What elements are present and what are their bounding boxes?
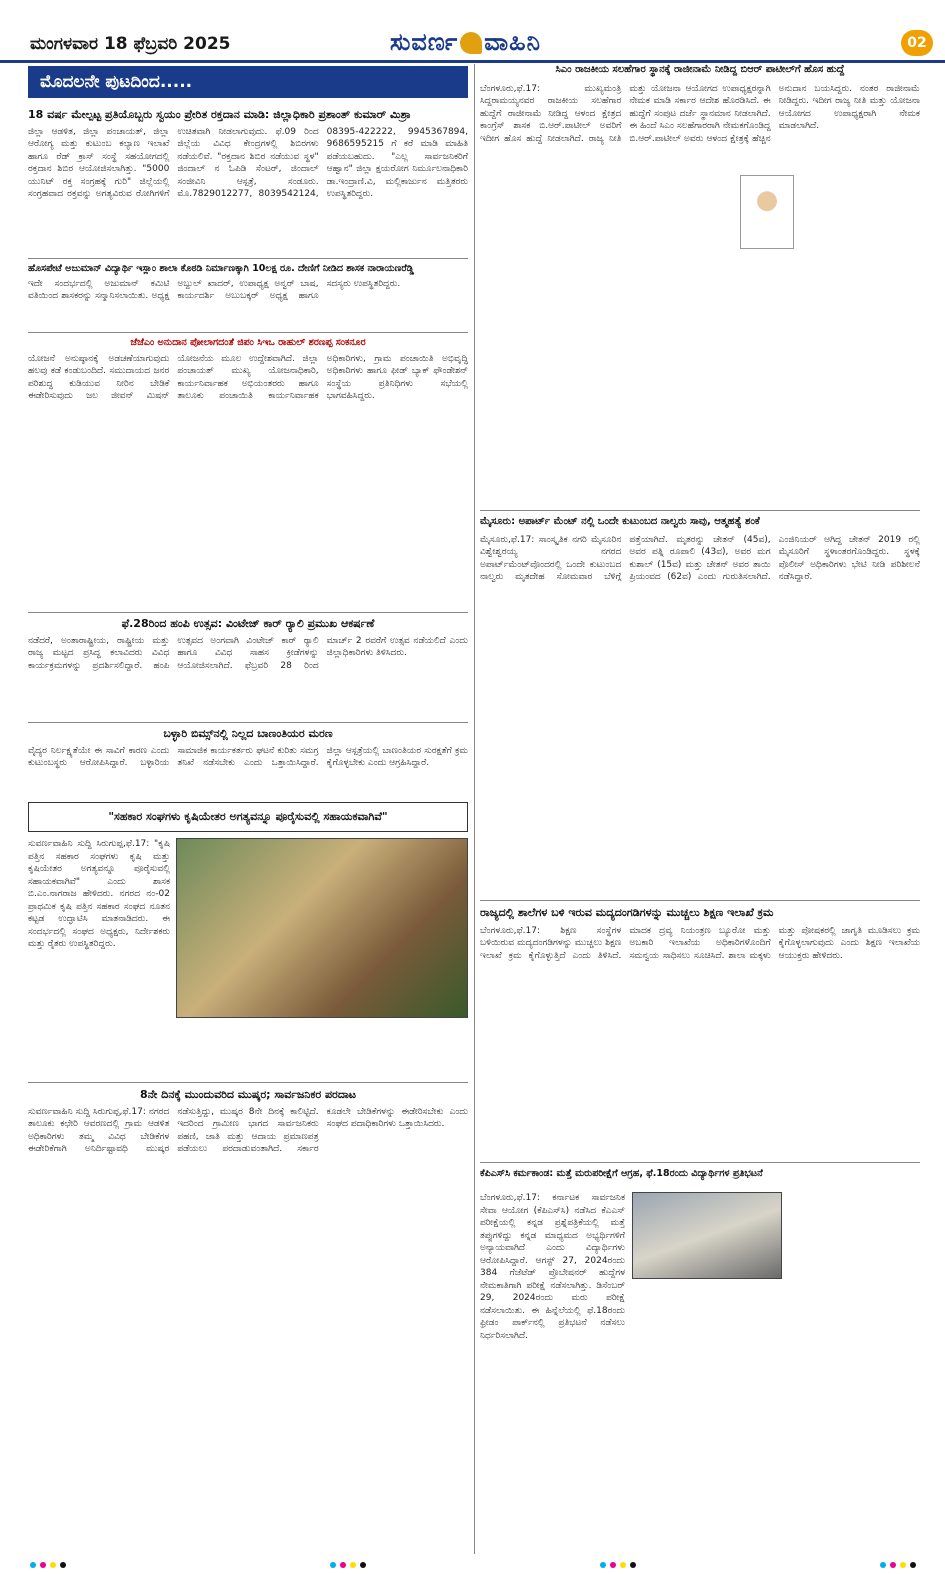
story-mysuru-deaths <box>480 516 920 896</box>
logo-text-right: ವಾಹಿನಿ <box>484 28 541 56</box>
section-label: ಮೊದಲನೇ ಪುಟದಿಂದ..... <box>28 66 468 98</box>
story-body: ಜಿಲ್ಲಾ ಆಡಳಿತ, ಜಿಲ್ಲಾ ಪಂಚಾಯತ್, ಜಿಲ್ಲಾ ಆರೋಗ್ಯ ಮತ್ತು ಕುಟುಂಬ ಕಲ್ಯಾಣ ಇಲಾಖೆ ಹಾಗೂ ರೆಡ್ ಕ್ರಾಸ್ ಸಂಸ್ಥೆ ಸಹಯೋಗದಲ್ಲಿ ರಕ್ತದಾನ ಶಿಬಿರ ಆಯೋಜಿಸಲಾಗಿತ್ತು. "5000 ಯುನಿಟ್ ರಕ್ತ ಸಂಗ್ರಹಕ್ಕೆ ಗುರಿ" ಜಿಲ್ಲೆಯಲ್ಲಿ ಸಂಗ್ರಹವಾದ ರಕ್ತವನ್ನು ಅಗತ್ಯವಿರುವ ರೋಗಿಗಳಿಗೆ ಉಚಿತವಾಗಿ ನೀಡಲಾಗುವುದು. ಫೆ.09 ರಿಂದ ಜಿಲ್ಲೆಯ ವಿವಿಧ ಕೇಂದ್ರಗಳಲ್ಲಿ ಶಿಬಿರಗಳು ನಡೆಯಲಿವೆ. "ರಕ್ತದಾನ ಶಿಬಿರ ನಡೆಯುವ ಸ್ಥಳ" ಜಿಂದಾಲ್ ನ ಓಪಿಡಿ ಸೆಂಟರ್, ಜಿಂದಾಲ್ ಸಂಜೀವಿನಿ ಆಸ್ಪತ್ರೆ, ಸಂಡೂರು. ಮೊ.7829012277, 8039542124, 08395-422222, 9945367894, 9686595215 ಗೆ ಕರೆ ಮಾಡಿ ಮಾಹಿತಿ ಪಡೆಯಬಹುದು. "ಎಲ್ಲ ಸಾರ್ವಜನಿಕರಿಗೆ ಆಹ್ವಾನ" ಜಿಲ್ಲಾ ಕ್ಷಯರೋಗ ನಿರ್ಮೂಲನಾಧಿಕಾರಿ ಡಾ.ಇಂದ್ರಾಣಿ.ವಿ, ಮಲ್ಲಿಕಾರ್ಜುನ ಮತ್ತಿತರರು ಉಪಸ್ಥಿತರಿದ್ದರು. <box>28 126 468 200</box>
story-body: ಯೋಜನೆ ಅನುಷ್ಠಾನಕ್ಕೆ ಅಡಚಣೆಯಾಗುವುದು ಹಲವು ಕಡೆ ಕಂಡುಬಂದಿದೆ. ಸಮುದಾಯದ ಜನರ ಪರಿಶುದ್ಧ ಕುಡಿಯುವ ನೀರಿನ ಬೇಡಿಕೆ ಈಡೇರಿಸುವುದು ಜಲ ಜೀವನ್ ಮಿಷನ್ ಯೋಜನೆಯ ಮೂಲ ಉದ್ದೇಶವಾಗಿದೆ. ಜಿಲ್ಲಾ ಪಂಚಾಯತ್ ಮುಖ್ಯ ಯೋಜನಾಧಿಕಾರಿ, ಕಾರ್ಯನಿರ್ವಾಹಕ ಅಭಿಯಂತರರು ಹಾಗೂ ತಾಲೂಕು ಪಂಚಾಯಿತಿ ಕಾರ್ಯನಿರ್ವಾಹಕ ಅಧಿಕಾರಿಗಳು, ಗ್ರಾಮ ಪಂಚಾಯಿತಿ ಅಭಿವೃದ್ಧಿ ಅಧಿಕಾರಿಗಳು ಹಾಗೂ ಫೀಡ್ ಬ್ಯಾಕ್ ಫೌಂಡೇಶನ್ ಸಂಸ್ಥೆಯ ಪ್ರತಿನಿಧಿಗಳು ಸಭೆಯಲ್ಲಿ ಭಾಗವಹಿಸಿದ್ದರು. <box>28 353 468 402</box>
cooperative-event-photo <box>176 838 468 1018</box>
story-divider <box>28 332 468 333</box>
story-headline: ರಾಜ್ಯದಲ್ಲಿ ಶಾಲೆಗಳ ಬಳಿ ಇರುವ ಮದ್ಯದಂಗಡಿಗಳನ್ನು ಮುಚ್ಚಲು ಶಿಕ್ಷಣ ಇಲಾಖೆ ಕ್ರಮ <box>480 906 774 919</box>
story-headline: "ಸಹಕಾರ ಸಂಘಗಳು ಕೃಷಿಯೇತರ ಅಗತ್ಯವನ್ನೂ ಪೂರೈಸುವಲ್ಲಿ ಸಹಾಯಕವಾಗಿವೆ" <box>108 810 388 823</box>
story-strike <box>28 1088 468 1273</box>
story-divider <box>480 510 920 511</box>
story-divider <box>28 722 468 723</box>
br-patil-portrait <box>740 175 794 249</box>
story-br-patil <box>480 64 920 504</box>
story-divider <box>480 1162 920 1163</box>
logo-text-left: ಸುವರ್ಣ <box>390 28 459 56</box>
story-headline: ಸಿಎಂ ರಾಜಕೀಯ ಸಲಹೆಗಾರ ಸ್ಥಾನಕ್ಕೆ ರಾಜೀನಾಮೆ ನೀಡಿದ್ದ ಬಿಆರ್ ಪಾಟೀಲ್‌ಗೆ ಹೊಸ ಹುದ್ದೆ <box>555 64 845 75</box>
issue-date: ಮಂಗಳವಾರ 18 ಫೆಬ್ರವರಿ 2025 <box>30 34 231 54</box>
story-headline: ಹೊಸಪೇಟೆ ಅಜುಮಾನ್ ವಿದ್ಯಾರ್ಥಿ ಇಸ್ಲಾಂ ಶಾಲಾ ಕೊಠಡಿ ನಿರ್ಮಾಣಕ್ಕಾಗಿ 10ಲಕ್ಷ ರೂ. ದೇಣಿಗೆ ನೀಡಿದ ಶಾಸಕ ನಾರಾಯಣರೆಡ್ಡಿ <box>28 263 414 274</box>
story-divider <box>28 612 468 613</box>
story-kpsc-headline <box>480 1168 920 1188</box>
story-body: ಬೆಂಗಳೂರು,ಫೆ.17: ಕರ್ನಾಟಕ ಸಾರ್ವಜನಿಕ ಸೇವಾ ಆಯೋಗ (ಕೆಪಿಎಸ್‌ಸಿ) ನಡೆಸಿದ ಕೆಎಎಸ್ ಪರೀಕ್ಷೆಯಲ್ಲಿ ಕನ್ನಡ ಪ್ರಶ್ನೆಪತ್ರಿಕೆಯಲ್ಲಿ ಮತ್ತೆ ತಪ್ಪುಗಳಿದ್ದು ಕನ್ನಡ ಮಾಧ್ಯಮದ ಅಭ್ಯರ್ಥಿಗಳಿಗೆ ಅನ್ಯಾಯವಾಗಿದೆ ಎಂದು ವಿದ್ಯಾರ್ಥಿಗಳು ಆರೋಪಿಸಿದ್ದಾರೆ. ಆಗಸ್ಟ್ 27, 2024ರಂದು 384 ಗೆಜೆಟೆಡ್ ಪ್ರೊಬೇಷನರ್ ಹುದ್ದೆಗಳ ನೇಮಕಾತಿಗಾಗಿ ಪರೀಕ್ಷೆ ನಡೆಸಲಾಗಿತ್ತು. ಡಿಸೆಂಬರ್ 29, 2024ರಂದು ಮರು ಪರೀಕ್ಷೆ ನಡೆಸಲಾಯಿತು. ಈ ಹಿನ್ನೆಲೆಯಲ್ಲಿ ಫೆ.18ರಂದು ಫ್ರೀಡಂ ಪಾರ್ಕ್‌ನಲ್ಲಿ ಪ್ರತಿಭಟನೆ ನಡೆಸಲು ನಿರ್ಧರಿಸಲಾಗಿದೆ. <box>480 1193 625 1341</box>
story-jjm-funds <box>28 337 468 607</box>
story-liquor-shops <box>480 906 920 1156</box>
story-headline: ಬಳ್ಳಾರಿ ಬಿಮ್ಸ್‌ನಲ್ಲಿ ನಿಲ್ಲದ ಬಾಣಂತಿಯರ ಮರಣ <box>163 727 333 740</box>
story-body: ಇದೇ ಸಂದರ್ಭದಲ್ಲಿ ಅಜುಮಾನ್ ಕಮಿಟಿ ವತಿಯಿಂದ ಶಾಸಕರನ್ನು ಸನ್ಮಾನಿಸಲಾಯಿತು. ಅಧ್ಯಕ್ಷ ಅಬ್ದುಲ್ ಖಾದರ್, ಉಪಾಧ್ಯಕ್ಷ ಅನ್ವರ್ ಬಾಷ, ಕಾರ್ಯದರ್ಶಿ ಅಬುಬಕ್ಕರ್ ಅಧ್ಯಕ್ಷ ಹಾಗೂ ಸದಸ್ಯರು ಉಪಸ್ಥಿತರಿದ್ದರು. <box>28 278 401 302</box>
story-kpsc-body <box>480 1192 625 1542</box>
story-headline: ಜೆಜೆಎಂ ಅನುದಾನ ಪೋಲಾಗದಂತೆ ಜಿಪಂ ಸಿಇಒ ರಾಹುಲ್ ಶರಣಪ್ಪ ಸಂಕನೂರ <box>130 337 366 348</box>
story-divider <box>480 900 920 901</box>
masthead <box>0 0 945 63</box>
story-blood-donation <box>28 108 468 253</box>
story-body: ಬೆಂಗಳೂರು,ಫೆ.17: ಮುಖ್ಯಮಂತ್ರಿ ಸಿದ್ದರಾಮಯ್ಯನವರ ರಾಜಕೀಯ ಸಲಹೆಗಾರ ಹುದ್ದೆಗೆ ರಾಜೀನಾಮೆ ನೀಡಿದ್ದ ಆಳಂದ ಕ್ಷೇತ್ರದ ಕಾಂಗ್ರೆಸ್ ಶಾಸಕ ಬಿ.ಆರ್.ಪಾಟೀಲ್ ಅವರಿಗೆ ಇದೀಗ ಹೊಸ ಹುದ್ದೆ ನೀಡಲಾಗಿದೆ. ರಾಜ್ಯ ನೀತಿ ಮತ್ತು ಯೋಜನಾ ಆಯೋಗದ ಉಪಾಧ್ಯಕ್ಷರನ್ನಾಗಿ ನೇಮಕ ಮಾಡಿ ಸರ್ಕಾರ ಆದೇಶ ಹೊರಡಿಸಿದೆ. ಈ ಹುದ್ದೆಗೆ ಸಂಪುಟ ದರ್ಜೆ ಸ್ಥಾನಮಾನ ನೀಡಲಾಗಿದೆ. ಈ ಹಿಂದೆ ಸಿಎಂ ಸಲಹೆಗಾರರಾಗಿ ನೇಮಕಗೊಂಡಿದ್ದ ಬಿ.ಆರ್.ಪಾಟೀಲ್ ಅವರು ಆಳಂದ ಕ್ಷೇತ್ರಕ್ಕೆ ಹೆಚ್ಚಿನ ಅನುದಾನ ಬಯಸಿದ್ದರು. ನಂತರ ರಾಜೀನಾಮೆ ನೀಡಿದ್ದರು. ಇದೀಗ ರಾಜ್ಯ ನೀತಿ ಮತ್ತು ಯೋಜನಾ ಆಯೋಗದ ಉಪಾಧ್ಯಕ್ಷರಾಗಿ ನೇಮಕ ಮಾಡಲಾಗಿದೆ. <box>480 83 920 144</box>
registration-marks <box>600 1562 636 1568</box>
story-body: ವೈದ್ಯರ ನಿರ್ಲಕ್ಷ್ಯತೆಯೇ ಈ ಸಾವಿಗೆ ಕಾರಣ ಎಂದು ಕುಟುಂಬಸ್ಥರು ಆರೋಪಿಸಿದ್ದಾರೆ. ಬಳ್ಳಾರಿಯ ಸಾಮಾಜಿಕ ಕಾರ್ಯಕರ್ತರು ಘಟನೆ ಕುರಿತು ಸಮಗ್ರ ತನಿಖೆ ನಡೆಸಬೇಕು ಎಂದು ಒತ್ತಾಯಿಸಿದ್ದಾರೆ. ಜಿಲ್ಲಾ ಆಸ್ಪತ್ರೆಯಲ್ಲಿ ಬಾಣಂತಿಯರ ಸುರಕ್ಷತೆಗೆ ಕ್ರಮ ಕೈಗೊಳ್ಳಬೇಕು ಎಂದು ಆಗ್ರಹಿಸಿದ್ದಾರೆ. <box>28 745 468 769</box>
story-headline: ಮೈಸೂರು: ಅಪಾರ್ಟ್ ಮೆಂಟ್ ನಲ್ಲಿ ಒಂದೇ ಕುಟುಂಬದ ನಾಲ್ವರು ಸಾವು, ಆತ್ಮಹತ್ಯೆ ಶಂಕೆ <box>480 516 760 527</box>
story-headline: ಫೆ.28ರಿಂದ ಹಂಪಿ ಉತ್ಸವ: ವಿಂಟೇಜ್ ಕಾರ್ ರ್‍ಯಾಲಿ ಪ್ರಮುಖ ಆಕರ್ಷಣೆ <box>121 617 375 630</box>
kpsc-building-photo <box>632 1192 782 1279</box>
column-divider <box>474 64 475 1554</box>
story-body: ಸುವರ್ಣವಾಹಿನಿ ಸುದ್ದಿ ಸಿರುಗುಪ್ಪ,ಫೆ.17: ನಗರದ ತಾಲೂಕು ಕಛೇರಿ ಆವರಣದಲ್ಲಿ ಗ್ರಾಮ ಆಡಳಿತ ಅಧಿಕಾರಿಗಳು ತಮ್ಮ ವಿವಿಧ ಬೇಡಿಕೆಗಳ ಈಡೇರಿಕೆಗಾಗಿ ಅನಿರ್ದಿಷ್ಟಾವಧಿ ಮುಷ್ಕರ ನಡೆಸುತ್ತಿದ್ದು, ಮುಷ್ಕರ 8ನೇ ದಿನಕ್ಕೆ ಕಾಲಿಟ್ಟಿದೆ. ಇದರಿಂದ ಗ್ರಾಮೀಣ ಭಾಗದ ಸಾರ್ವಜನಿಕರು ಪಹಣಿ, ಜಾತಿ ಮತ್ತು ಆದಾಯ ಪ್ರಮಾಣಪತ್ರ ಪಡೆಯಲು ಪರದಾಡುವಂತಾಗಿದೆ. ಸರ್ಕಾರ ಕೂಡಲೇ ಬೇಡಿಕೆಗಳನ್ನು ಈಡೇರಿಸಬೇಕು ಎಂದು ಸಂಘದ ಪದಾಧಿಕಾರಿಗಳು ಒತ್ತಾಯಿಸಿದರು. <box>28 1106 468 1155</box>
story-divider <box>28 258 468 259</box>
story-hampi-utsav <box>28 617 468 717</box>
story-body: ಮೈಸೂರು,ಫೆ.17: ಸಾಂಸ್ಕೃತಿಕ ನಗರಿ ಮೈಸೂರಿನ ವಿಶ್ವೇಶ್ವರಯ್ಯ ನಗರದ ಅಪಾರ್ಟ್‌ಮೆಂಟ್‌ವೊಂದರಲ್ಲಿ ಒಂದೇ ಕುಟುಂಬದ ನಾಲ್ವರು ಮೃತದೇಹ ಸೋಮವಾರ ಬೆಳಿಗ್ಗೆ ಪತ್ತೆಯಾಗಿದೆ. ಮೃತರನ್ನು ಚೇತನ್ (45ವ), ಅವರ ಪತ್ನಿ ರೂಪಾಲಿ (43ವ), ಅವರ ಮಗ ಕುಶಾಲ್ (15ವ) ಮತ್ತು ಚೇತನ್ ಅವರ ತಾಯಿ ಪ್ರಿಯಂವದ (62ವ) ಎಂದು ಗುರುತಿಸಲಾಗಿದೆ. ಎಂಜಿನಿಯರ್ ಆಗಿದ್ದ ಚೇತನ್ 2019 ರಲ್ಲಿ ಮೈಸೂರಿಗೆ ಸ್ಥಳಾಂತರಗೊಂಡಿದ್ದರು. ಸ್ಥಳಕ್ಕೆ ಪೊಲೀಸ್ ಅಧಿಕಾರಿಗಳು ಭೇಟಿ ನೀಡಿ ಪರಿಶೀಲನೆ ನಡೆಸಿದ್ದಾರೆ. <box>480 534 920 582</box>
logo-emblem-icon <box>460 32 482 54</box>
story-cooperative-headline-box <box>28 802 468 832</box>
registration-marks <box>330 1562 366 1568</box>
story-cooperative-body <box>28 838 170 1016</box>
story-body: ನಡೆದರೆ, ಅಂತಾರಾಷ್ಟ್ರೀಯ, ರಾಷ್ಟ್ರೀಯ ಮತ್ತು ರಾಜ್ಯ ಮಟ್ಟದ ಪ್ರಸಿದ್ಧ ಕಲಾವಿದರು ವಿವಿಧ ಕಾರ್ಯಕ್ರಮಗಳನ್ನು ಪ್ರದರ್ಶಿಸಲಿದ್ದಾರೆ. ಹಂಪಿ ಉತ್ಸವದ ಅಂಗವಾಗಿ ವಿಂಟೇಜ್ ಕಾರ್ ರ್‍ಯಾಲಿ ಹಾಗೂ ವಿವಿಧ ಸಾಹಸ ಕ್ರೀಡೆಗಳನ್ನು ಆಯೋಜಿಸಲಾಗಿದೆ. ಫೆಬ್ರವರಿ 28 ರಿಂದ ಮಾರ್ಚ್ 2 ರವರೆಗೆ ಉತ್ಸವ ನಡೆಯಲಿದೆ ಎಂದು ಜಿಲ್ಲಾಧಿಕಾರಿಗಳು ತಿಳಿಸಿದರು. <box>28 635 468 671</box>
registration-marks <box>880 1562 916 1568</box>
story-divider <box>28 1082 468 1083</box>
story-body: ಬೆಂಗಳೂರು,ಫೆ.17: ಶಿಕ್ಷಣ ಸಂಸ್ಥೆಗಳ ಬಳಿಯಿರುವ ಮದ್ಯದಂಗಡಿಗಳನ್ನು ಮುಚ್ಚಲು ಶಿಕ್ಷಣ ಇಲಾಖೆ ಕ್ರಮ ಕೈಗೊಳ್ಳುತ್ತಿದೆ ಎಂದು ತಿಳಿಸಿದೆ. ಮಾದಕ ದ್ರವ್ಯ ನಿಯಂತ್ರಣ ಬ್ಯೂರೋ ಮತ್ತು ಅಬಕಾರಿ ಇಲಾಖೆಯ ಅಧಿಕಾರಿಗಳೊಂದಿಗೆ ಸಮನ್ವಯ ಸಾಧಿಸಲು ಸೂಚಿಸಿದೆ. ಶಾಲಾ ಮಕ್ಕಳು ಮತ್ತು ಪೋಷಕರಲ್ಲಿ ಜಾಗೃತಿ ಮೂಡಿಸಲು ಕ್ರಮ ಕೈಗೊಳ್ಳಲಾಗುವುದು ಎಂದು ಶಿಕ್ಷಣ ಇಲಾಖೆಯ ಆಯುಕ್ತರು ಹೇಳಿದರು. <box>480 925 920 961</box>
newspaper-logo <box>390 28 541 56</box>
registration-marks <box>30 1562 66 1568</box>
story-bims-deaths <box>28 727 468 797</box>
page-number: 02 <box>901 30 933 56</box>
story-body: ಸುವರ್ಣವಾಹಿನಿ ಸುದ್ದಿ ಸಿರುಗುಪ್ಪ,ಫೆ.17: "ಕೃಷಿ ಪತ್ತಿನ ಸಹಕಾರ ಸಂಘಗಳು ಕೃಷಿ ಮತ್ತು ಕೃಷಿಯೇತರ ಅಗತ್ಯವನ್ನೂ ಪೂರೈಸುವಲ್ಲಿ ಸಹಾಯಕವಾಗಿವೆ" ಎಂದು ಶಾಸಕ ಬಿ.ಎಂ.ನಾಗರಾಜ ಹೇಳಿದರು. ನಗರದ ನಂ-02 ಪ್ರಾಥಮಿಕ ಕೃಷಿ ಪತ್ತಿನ ಸಹಕಾರ ಸಂಘದ ನೂತನ ಕಟ್ಟಡ ಉದ್ಘಾಟಿಸಿ ಮಾತನಾಡಿದರು. ಈ ಸಂದರ್ಭದಲ್ಲಿ ಸಂಘದ ಅಧ್ಯಕ್ಷರು, ನಿರ್ದೇಶಕರು ಮತ್ತು ರೈತರು ಉಪಸ್ಥಿತರಿದ್ದರು. <box>28 839 170 949</box>
story-headline: ಕೆಪಿಎಸ್‌ಸಿ ಕರ್ಮಕಾಂಡ: ಮತ್ತೆ ಮರುಪರೀಕ್ಷೆಗೆ ಆಗ್ರಹ, ಫೆ.18ರಂದು ವಿದ್ಯಾರ್ಥಿಗಳ ಪ್ರತಿಭಟನೆ <box>480 1168 763 1179</box>
story-headline: 18 ವರ್ಷ ಮೇಲ್ಪಟ್ಟ ಪ್ರತಿಯೊಬ್ಬರು ಸ್ವಯಂ ಪ್ರೇರಿತ ರಕ್ತದಾನ ಮಾಡಿ: ಜಿಲ್ಲಾಧಿಕಾರಿ ಪ್ರಶಾಂತ್ ಕುಮಾರ್ ಮಿಶ್ರಾ <box>28 108 411 121</box>
story-school-donation <box>28 263 468 328</box>
story-headline: 8ನೇ ದಿನಕ್ಕೆ ಮುಂದುವರಿದ ಮುಷ್ಕರ; ಸಾರ್ವಜನಿಕರ ಪರದಾಟ <box>139 1088 357 1101</box>
